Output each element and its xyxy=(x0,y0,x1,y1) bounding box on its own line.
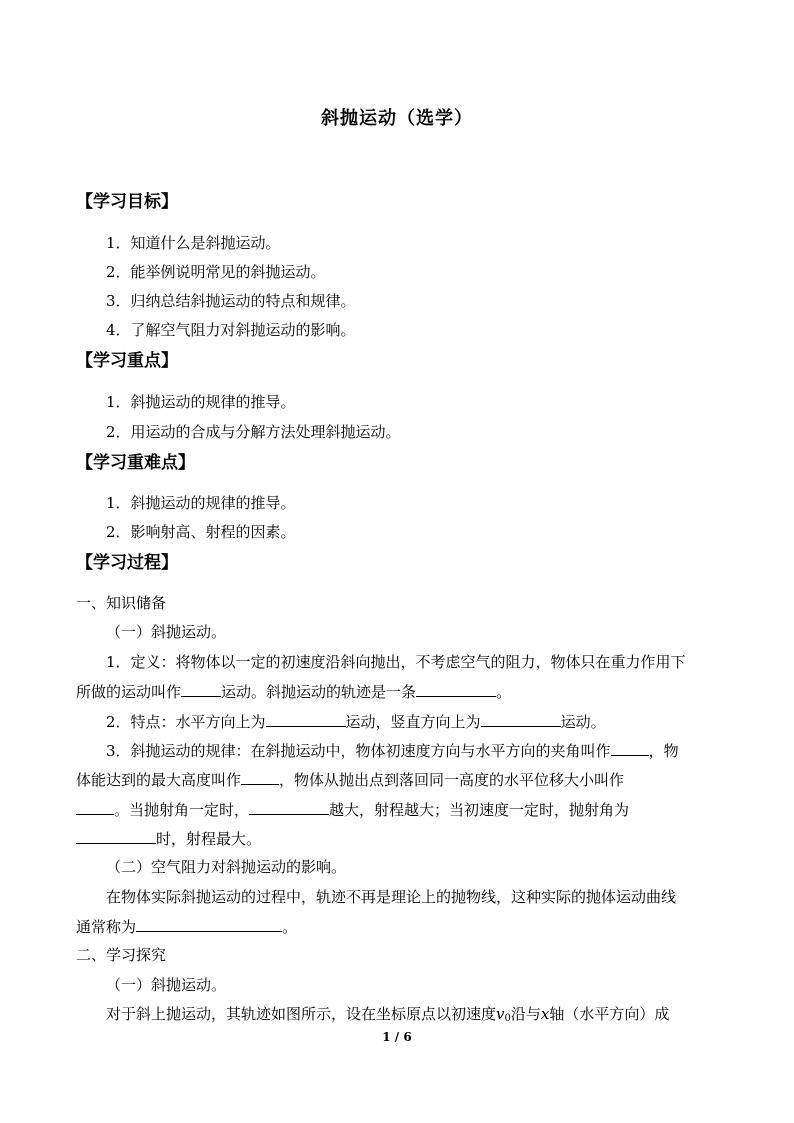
feature-text-b: 运动，竖直方向上为 xyxy=(345,713,481,731)
law-text-f: 越大，射程越大；当初速度一定时，抛射角为 xyxy=(329,801,630,819)
law-text-c: 体能达到的最大高度叫作 xyxy=(76,771,242,789)
air-resistance-line-1: 在物体实际斜抛运动的过程中，轨迹不再是理论上的抛物线，这种实际的抛体运动曲线 xyxy=(106,888,677,906)
goal-item-1: 1．知道什么是斜抛运动。 xyxy=(106,234,281,252)
goal-item-3: 3．归纳总结斜抛运动的特点和规律。 xyxy=(106,292,356,310)
part1-subheading-1: （一）斜抛运动。 xyxy=(106,623,227,641)
x-symbol: x xyxy=(540,1005,550,1023)
air-resistance-line-2 xyxy=(76,916,297,937)
answer-blank xyxy=(76,799,114,815)
part1-title: 一、知识储备 xyxy=(76,594,167,612)
v0-symbol: v xyxy=(496,1005,505,1023)
answer-blank xyxy=(416,681,496,697)
answer-blank xyxy=(181,681,221,697)
process-heading: 【学习过程】 xyxy=(76,553,178,573)
answer-blank xyxy=(481,711,561,727)
definition-text-b: 运动。斜抛运动的轨迹是一条 xyxy=(221,683,417,701)
intro-text-c: 轴（水平方向）成 xyxy=(549,1005,670,1023)
intro-text-a: 对于斜上抛运动，其轨迹如图所示，设在坐标原点以初速度 xyxy=(106,1005,497,1023)
definition-line-2 xyxy=(76,681,511,702)
key-point-item-2: 2．用运动的合成与分解方法处理斜抛运动。 xyxy=(106,423,401,441)
part2-subheading-1: （一）斜抛运动。 xyxy=(106,976,227,994)
air-text-b: 。 xyxy=(282,918,298,936)
intro-text-b: 沿与 xyxy=(510,1005,541,1023)
goals-heading: 【学习目标】 xyxy=(76,192,178,212)
difficult-point-item-1: 1．斜抛运动的规律的推导。 xyxy=(106,494,296,512)
law-text-d: ，物体从抛出点到落回同一高度的水平位移大小叫作 xyxy=(279,771,625,789)
air-text-a: 通常称为 xyxy=(76,918,137,936)
key-points-heading: 【学习重点】 xyxy=(76,351,178,371)
definition-line-1: 1．定义：将物体以一定的初速度沿斜向抛出，不考虑空气的阻力，物体只在重力作用下 xyxy=(106,653,686,671)
answer-blank xyxy=(249,799,329,815)
law-text-b: ，物 xyxy=(648,742,679,760)
oblique-throw-intro xyxy=(106,1004,669,1029)
law-line-1 xyxy=(106,740,679,761)
v0-subscript: 0 xyxy=(504,1013,511,1024)
law-line-4 xyxy=(76,828,261,849)
answer-blank xyxy=(266,711,346,727)
law-line-3 xyxy=(76,799,629,820)
law-text-g: 时，射程最大。 xyxy=(156,830,262,848)
difficult-point-item-2: 2．影响射高、射程的因素。 xyxy=(106,523,296,541)
feature-line xyxy=(106,711,606,732)
law-text-a: 3．斜抛运动的规律：在斜抛运动中，物体初速度方向与水平方向的夹角叫作 xyxy=(106,742,611,760)
part2-title: 二、学习探究 xyxy=(76,946,167,964)
key-point-item-1: 1．斜抛运动的规律的推导。 xyxy=(106,393,296,411)
goal-item-4: 4．了解空气阻力对斜抛运动的影响。 xyxy=(106,321,356,339)
page-number: 1 / 6 xyxy=(382,1030,412,1044)
answer-blank xyxy=(611,740,649,756)
answer-blank xyxy=(241,769,279,785)
feature-text-a: 2．特点：水平方向上为 xyxy=(106,713,266,731)
definition-text-a: 所做的运动叫作 xyxy=(76,683,182,701)
document-title: 斜抛运动（选学） xyxy=(321,108,473,129)
law-text-e: 。当抛射角一定时， xyxy=(114,801,250,819)
law-line-2 xyxy=(76,769,624,790)
difficult-points-heading: 【学习重难点】 xyxy=(76,453,195,473)
part1-subheading-2: （二）空气阻力对斜抛运动的影响。 xyxy=(106,858,347,876)
feature-text-c: 运动。 xyxy=(560,713,606,731)
definition-text-c: 。 xyxy=(496,683,512,701)
answer-blank xyxy=(76,828,156,844)
goal-item-2: 2．能举例说明常见的斜抛运动。 xyxy=(106,263,326,281)
answer-blank xyxy=(136,916,282,932)
